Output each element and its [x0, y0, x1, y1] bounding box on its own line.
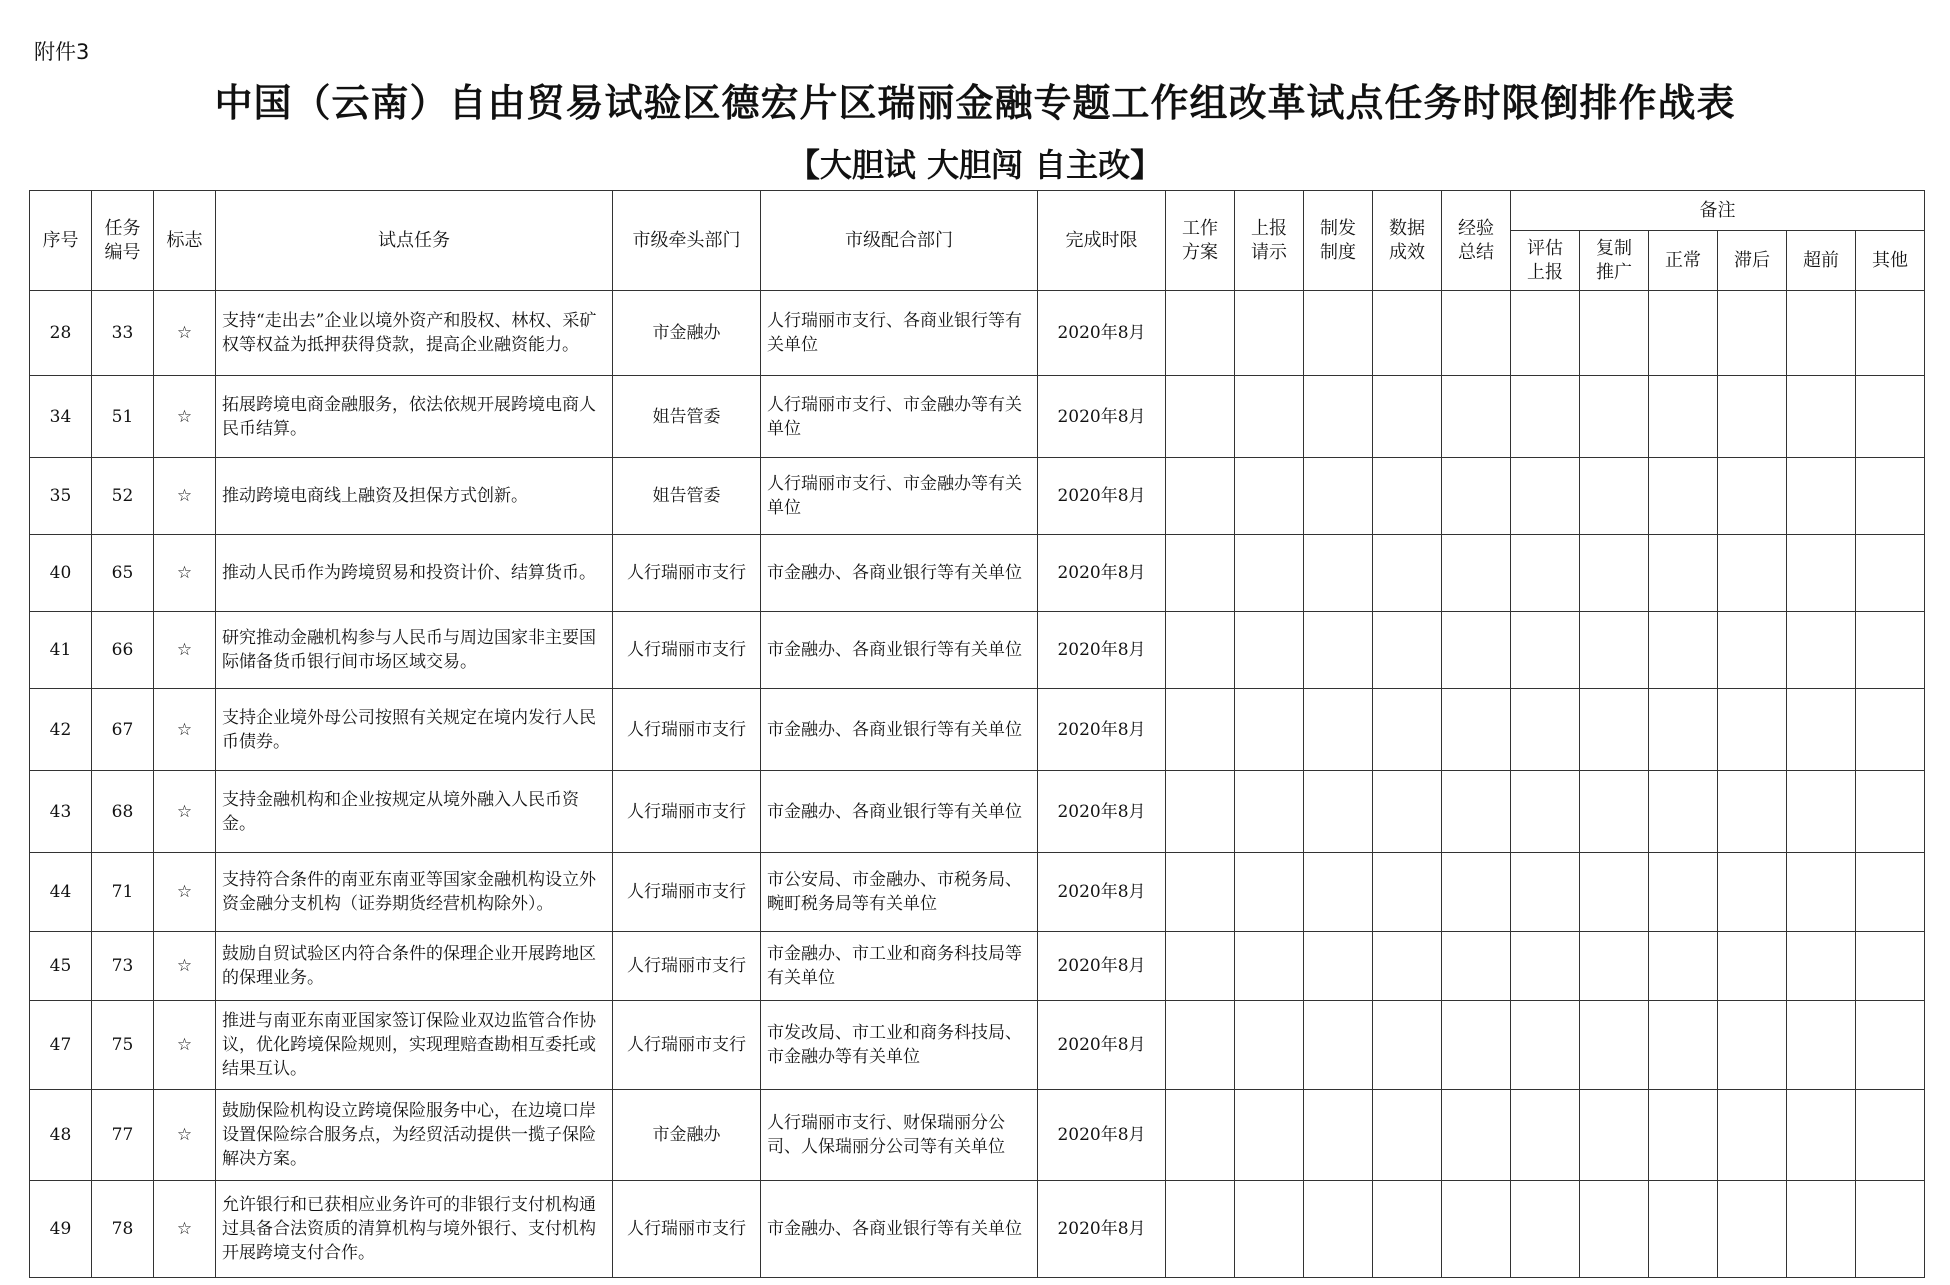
cell-empty [1649, 771, 1718, 853]
table-body [30, 291, 1925, 1278]
header-work-plan: 工作 方案 [1166, 191, 1235, 291]
cell-task-no: 51 [92, 376, 154, 458]
cell-mark: ☆ [154, 771, 216, 853]
cell-mark: ☆ [154, 535, 216, 612]
header-lag: 滞后 [1718, 231, 1787, 291]
cell-empty [1373, 853, 1442, 932]
cell-task-no: 68 [92, 771, 154, 853]
cell-empty [1787, 291, 1856, 376]
header-remarks: 备注 [1511, 191, 1925, 231]
cell-coop-dept: 市金融办、各商业银行等有关单位 [761, 689, 1038, 771]
cell-task-no: 33 [92, 291, 154, 376]
cell-empty [1304, 291, 1373, 376]
cell-lead-dept: 人行瑞丽市支行 [613, 932, 761, 1001]
cell-task: 拓展跨境电商金融服务，依法依规开展跨境电商人民币结算。 [216, 376, 613, 458]
cell-task-no: 78 [92, 1181, 154, 1278]
cell-seq: 28 [30, 291, 92, 376]
cell-seq: 41 [30, 612, 92, 689]
cell-lead-dept: 人行瑞丽市支行 [613, 1001, 761, 1090]
cell-empty [1649, 612, 1718, 689]
cell-empty [1442, 1090, 1511, 1181]
cell-empty [1373, 1181, 1442, 1278]
cell-empty [1511, 535, 1580, 612]
cell-seq: 40 [30, 535, 92, 612]
cell-coop-dept: 市金融办、各商业银行等有关单位 [761, 612, 1038, 689]
cell-empty [1304, 932, 1373, 1001]
cell-coop-dept: 市金融办、各商业银行等有关单位 [761, 771, 1038, 853]
cell-empty [1580, 689, 1649, 771]
table-row [30, 932, 1925, 1001]
cell-empty [1511, 1181, 1580, 1278]
cell-empty [1787, 771, 1856, 853]
cell-task-no: 52 [92, 458, 154, 535]
cell-seq: 34 [30, 376, 92, 458]
header-ahead: 超前 [1787, 231, 1856, 291]
cell-empty [1442, 771, 1511, 853]
cell-seq: 48 [30, 1090, 92, 1181]
cell-empty [1511, 689, 1580, 771]
cell-empty [1373, 458, 1442, 535]
cell-task: 鼓励自贸试验区内符合条件的保理企业开展跨地区的保理业务。 [216, 932, 613, 1001]
cell-empty [1235, 932, 1304, 1001]
cell-empty [1580, 771, 1649, 853]
cell-empty [1373, 291, 1442, 376]
table-row [30, 458, 1925, 535]
cell-empty [1235, 771, 1304, 853]
cell-empty [1235, 1001, 1304, 1090]
cell-empty [1580, 376, 1649, 458]
cell-empty [1787, 1001, 1856, 1090]
cell-empty [1787, 376, 1856, 458]
cell-deadline: 2020年8月 [1038, 612, 1166, 689]
cell-empty [1511, 376, 1580, 458]
cell-empty [1718, 1090, 1787, 1181]
header-mark: 标志 [154, 191, 216, 291]
cell-empty [1856, 535, 1925, 612]
cell-lead-dept: 人行瑞丽市支行 [613, 853, 761, 932]
cell-task-no: 67 [92, 689, 154, 771]
cell-empty [1373, 1090, 1442, 1181]
cell-empty [1373, 932, 1442, 1001]
cell-empty [1166, 291, 1235, 376]
cell-mark: ☆ [154, 458, 216, 535]
cell-empty [1511, 853, 1580, 932]
cell-empty [1442, 612, 1511, 689]
header-rules: 制发 制度 [1304, 191, 1373, 291]
cell-empty [1235, 689, 1304, 771]
cell-empty [1304, 612, 1373, 689]
cell-empty [1304, 853, 1373, 932]
cell-coop-dept: 市发改局、市工业和商务科技局、市金融办等有关单位 [761, 1001, 1038, 1090]
cell-empty [1166, 853, 1235, 932]
cell-empty [1304, 771, 1373, 853]
cell-empty [1718, 771, 1787, 853]
cell-task: 推进与南亚东南亚国家签订保险业双边监管合作协议，优化跨境保险规则，实现理赔查勘相互委托或结果互认。 [216, 1001, 613, 1090]
header-task-no: 任务 编号 [92, 191, 154, 291]
cell-empty [1649, 535, 1718, 612]
header-seq: 序号 [30, 191, 92, 291]
cell-empty [1373, 612, 1442, 689]
cell-coop-dept: 市金融办、市工业和商务科技局等有关单位 [761, 932, 1038, 1001]
cell-empty [1856, 612, 1925, 689]
cell-empty [1856, 771, 1925, 853]
cell-task-no: 71 [92, 853, 154, 932]
cell-deadline: 2020年8月 [1038, 376, 1166, 458]
page-subtitle: 【大胆试 大胆闯 自主改】 [787, 146, 1163, 184]
cell-coop-dept: 人行瑞丽市支行、市金融办等有关单位 [761, 458, 1038, 535]
cell-empty [1373, 689, 1442, 771]
cell-empty [1649, 376, 1718, 458]
header-copy: 复制 推广 [1580, 231, 1649, 291]
table-row [30, 771, 1925, 853]
page-title: 中国（云南）自由贸易试验区德宏片区瑞丽金融专题工作组改革试点任务时限倒排作战表 [214, 80, 1736, 125]
cell-empty [1856, 291, 1925, 376]
cell-deadline: 2020年8月 [1038, 291, 1166, 376]
header-coop-dept: 市级配合部门 [761, 191, 1038, 291]
cell-empty [1373, 771, 1442, 853]
cell-task: 支持符合条件的南亚东南亚等国家金融机构设立外资金融分支机构（证券期货经营机构除外）。 [216, 853, 613, 932]
cell-empty [1787, 612, 1856, 689]
cell-empty [1235, 376, 1304, 458]
cell-deadline: 2020年8月 [1038, 1090, 1166, 1181]
cell-coop-dept: 人行瑞丽市支行、市金融办等有关单位 [761, 376, 1038, 458]
cell-empty [1235, 458, 1304, 535]
cell-empty [1649, 1001, 1718, 1090]
cell-empty [1718, 932, 1787, 1001]
cell-empty [1856, 689, 1925, 771]
cell-empty [1649, 1181, 1718, 1278]
cell-empty [1856, 853, 1925, 932]
cell-empty [1787, 1181, 1856, 1278]
cell-empty [1166, 771, 1235, 853]
cell-empty [1304, 535, 1373, 612]
cell-task-no: 66 [92, 612, 154, 689]
cell-empty [1718, 612, 1787, 689]
cell-empty [1787, 1090, 1856, 1181]
cell-seq: 49 [30, 1181, 92, 1278]
cell-lead-dept: 姐告管委 [613, 376, 761, 458]
table-row [30, 689, 1925, 771]
table-row [30, 853, 1925, 932]
cell-lead-dept: 人行瑞丽市支行 [613, 535, 761, 612]
cell-empty [1235, 291, 1304, 376]
header-normal: 正常 [1649, 231, 1718, 291]
cell-lead-dept: 人行瑞丽市支行 [613, 612, 761, 689]
cell-task: 支持金融机构和企业按规定从境外融入人民币资金。 [216, 771, 613, 853]
cell-empty [1649, 1090, 1718, 1181]
cell-seq: 35 [30, 458, 92, 535]
cell-lead-dept: 人行瑞丽市支行 [613, 689, 761, 771]
cell-empty [1166, 458, 1235, 535]
cell-empty [1442, 1001, 1511, 1090]
cell-empty [1235, 853, 1304, 932]
cell-coop-dept: 市金融办、各商业银行等有关单位 [761, 535, 1038, 612]
cell-empty [1649, 853, 1718, 932]
cell-empty [1718, 376, 1787, 458]
cell-deadline: 2020年8月 [1038, 771, 1166, 853]
cell-task-no: 73 [92, 932, 154, 1001]
header-lead-dept: 市级牵头部门 [613, 191, 761, 291]
cell-task: 推动跨境电商线上融资及担保方式创新。 [216, 458, 613, 535]
cell-mark: ☆ [154, 1001, 216, 1090]
header-summary: 经验 总结 [1442, 191, 1511, 291]
table-row [30, 535, 1925, 612]
cell-empty [1787, 458, 1856, 535]
table-row [30, 612, 1925, 689]
cell-empty [1166, 1001, 1235, 1090]
cell-empty [1511, 612, 1580, 689]
header-data: 数据 成效 [1373, 191, 1442, 291]
cell-empty [1718, 458, 1787, 535]
cell-empty [1304, 458, 1373, 535]
header-other: 其他 [1856, 231, 1925, 291]
cell-empty [1787, 932, 1856, 1001]
cell-task: 支持“走出去”企业以境外资产和股权、林权、采矿权等权益为抵押获得贷款，提高企业融资能力。 [216, 291, 613, 376]
cell-mark: ☆ [154, 1181, 216, 1278]
cell-empty [1856, 458, 1925, 535]
header-eval: 评估 上报 [1511, 231, 1580, 291]
cell-empty [1718, 1181, 1787, 1278]
cell-empty [1580, 458, 1649, 535]
header-report: 上报 请示 [1235, 191, 1304, 291]
cell-deadline: 2020年8月 [1038, 535, 1166, 612]
cell-empty [1166, 1181, 1235, 1278]
cell-lead-dept: 市金融办 [613, 1090, 761, 1181]
cell-empty [1511, 1001, 1580, 1090]
cell-empty [1856, 376, 1925, 458]
cell-empty [1856, 1090, 1925, 1181]
cell-empty [1442, 376, 1511, 458]
cell-seq: 44 [30, 853, 92, 932]
cell-coop-dept: 人行瑞丽市支行、财保瑞丽分公司、人保瑞丽分公司等有关单位 [761, 1090, 1038, 1181]
cell-seq: 43 [30, 771, 92, 853]
cell-mark: ☆ [154, 376, 216, 458]
cell-empty [1166, 612, 1235, 689]
cell-lead-dept: 市金融办 [613, 291, 761, 376]
cell-empty [1304, 1181, 1373, 1278]
attachment-label: 附件3 [34, 40, 90, 64]
cell-empty [1235, 535, 1304, 612]
cell-empty [1166, 689, 1235, 771]
cell-mark: ☆ [154, 932, 216, 1001]
cell-empty [1373, 535, 1442, 612]
header-task: 试点任务 [216, 191, 613, 291]
cell-empty [1304, 1090, 1373, 1181]
cell-empty [1511, 771, 1580, 853]
cell-empty [1166, 1090, 1235, 1181]
cell-empty [1235, 612, 1304, 689]
cell-empty [1580, 1001, 1649, 1090]
cell-deadline: 2020年8月 [1038, 1001, 1166, 1090]
cell-lead-dept: 人行瑞丽市支行 [613, 1181, 761, 1278]
cell-empty [1580, 932, 1649, 1001]
cell-empty [1580, 1090, 1649, 1181]
cell-empty [1580, 291, 1649, 376]
cell-task: 允许银行和已获相应业务许可的非银行支付机构通过具备合法资质的清算机构与境外银行、支付机构开展跨境支付合作。 [216, 1181, 613, 1278]
cell-mark: ☆ [154, 612, 216, 689]
cell-empty [1580, 535, 1649, 612]
cell-empty [1511, 1090, 1580, 1181]
cell-lead-dept: 人行瑞丽市支行 [613, 771, 761, 853]
cell-empty [1442, 1181, 1511, 1278]
cell-empty [1442, 458, 1511, 535]
cell-empty [1304, 376, 1373, 458]
cell-deadline: 2020年8月 [1038, 853, 1166, 932]
cell-empty [1580, 612, 1649, 689]
cell-coop-dept: 人行瑞丽市支行、各商业银行等有关单位 [761, 291, 1038, 376]
cell-empty [1373, 1001, 1442, 1090]
task-table [29, 190, 1925, 1278]
cell-empty [1442, 291, 1511, 376]
cell-task-no: 75 [92, 1001, 154, 1090]
cell-empty [1787, 689, 1856, 771]
header-deadline: 完成时限 [1038, 191, 1166, 291]
cell-empty [1511, 458, 1580, 535]
cell-coop-dept: 市公安局、市金融办、市税务局、畹町税务局等有关单位 [761, 853, 1038, 932]
cell-task: 鼓励保险机构设立跨境保险服务中心，在边境口岸设置保险综合服务点，为经贸活动提供一揽子保险解决方案。 [216, 1090, 613, 1181]
cell-empty [1649, 932, 1718, 1001]
table-row [30, 1001, 1925, 1090]
cell-task: 推动人民币作为跨境贸易和投资计价、结算货币。 [216, 535, 613, 612]
cell-empty [1166, 535, 1235, 612]
cell-empty [1442, 689, 1511, 771]
table-row [30, 376, 1925, 458]
cell-empty [1718, 689, 1787, 771]
cell-task: 研究推动金融机构参与人民币与周边国家非主要国际储备货币银行间市场区域交易。 [216, 612, 613, 689]
cell-seq: 42 [30, 689, 92, 771]
table-row [30, 1181, 1925, 1278]
cell-task-no: 77 [92, 1090, 154, 1181]
cell-task: 支持企业境外母公司按照有关规定在境内发行人民币债券。 [216, 689, 613, 771]
cell-mark: ☆ [154, 853, 216, 932]
cell-empty [1235, 1181, 1304, 1278]
cell-empty [1649, 458, 1718, 535]
cell-empty [1442, 932, 1511, 1001]
cell-empty [1787, 853, 1856, 932]
cell-empty [1580, 1181, 1649, 1278]
cell-deadline: 2020年8月 [1038, 689, 1166, 771]
cell-empty [1442, 535, 1511, 612]
cell-empty [1649, 689, 1718, 771]
cell-empty [1856, 1001, 1925, 1090]
cell-empty [1166, 376, 1235, 458]
cell-empty [1718, 291, 1787, 376]
cell-empty [1442, 853, 1511, 932]
cell-mark: ☆ [154, 291, 216, 376]
cell-empty [1304, 689, 1373, 771]
cell-coop-dept: 市金融办、各商业银行等有关单位 [761, 1181, 1038, 1278]
cell-seq: 47 [30, 1001, 92, 1090]
table-row [30, 291, 1925, 376]
cell-empty [1304, 1001, 1373, 1090]
cell-empty [1166, 932, 1235, 1001]
cell-empty [1718, 853, 1787, 932]
cell-empty [1718, 1001, 1787, 1090]
cell-deadline: 2020年8月 [1038, 932, 1166, 1001]
cell-deadline: 2020年8月 [1038, 1181, 1166, 1278]
cell-empty [1373, 376, 1442, 458]
cell-empty [1718, 535, 1787, 612]
cell-empty [1235, 1090, 1304, 1181]
cell-mark: ☆ [154, 689, 216, 771]
cell-mark: ☆ [154, 1090, 216, 1181]
cell-empty [1856, 932, 1925, 1001]
cell-empty [1580, 853, 1649, 932]
cell-seq: 45 [30, 932, 92, 1001]
cell-empty [1787, 535, 1856, 612]
table-row [30, 1090, 1925, 1181]
cell-empty [1511, 932, 1580, 1001]
cell-empty [1856, 1181, 1925, 1278]
cell-deadline: 2020年8月 [1038, 458, 1166, 535]
cell-empty [1649, 291, 1718, 376]
cell-lead-dept: 姐告管委 [613, 458, 761, 535]
cell-empty [1511, 291, 1580, 376]
cell-task-no: 65 [92, 535, 154, 612]
